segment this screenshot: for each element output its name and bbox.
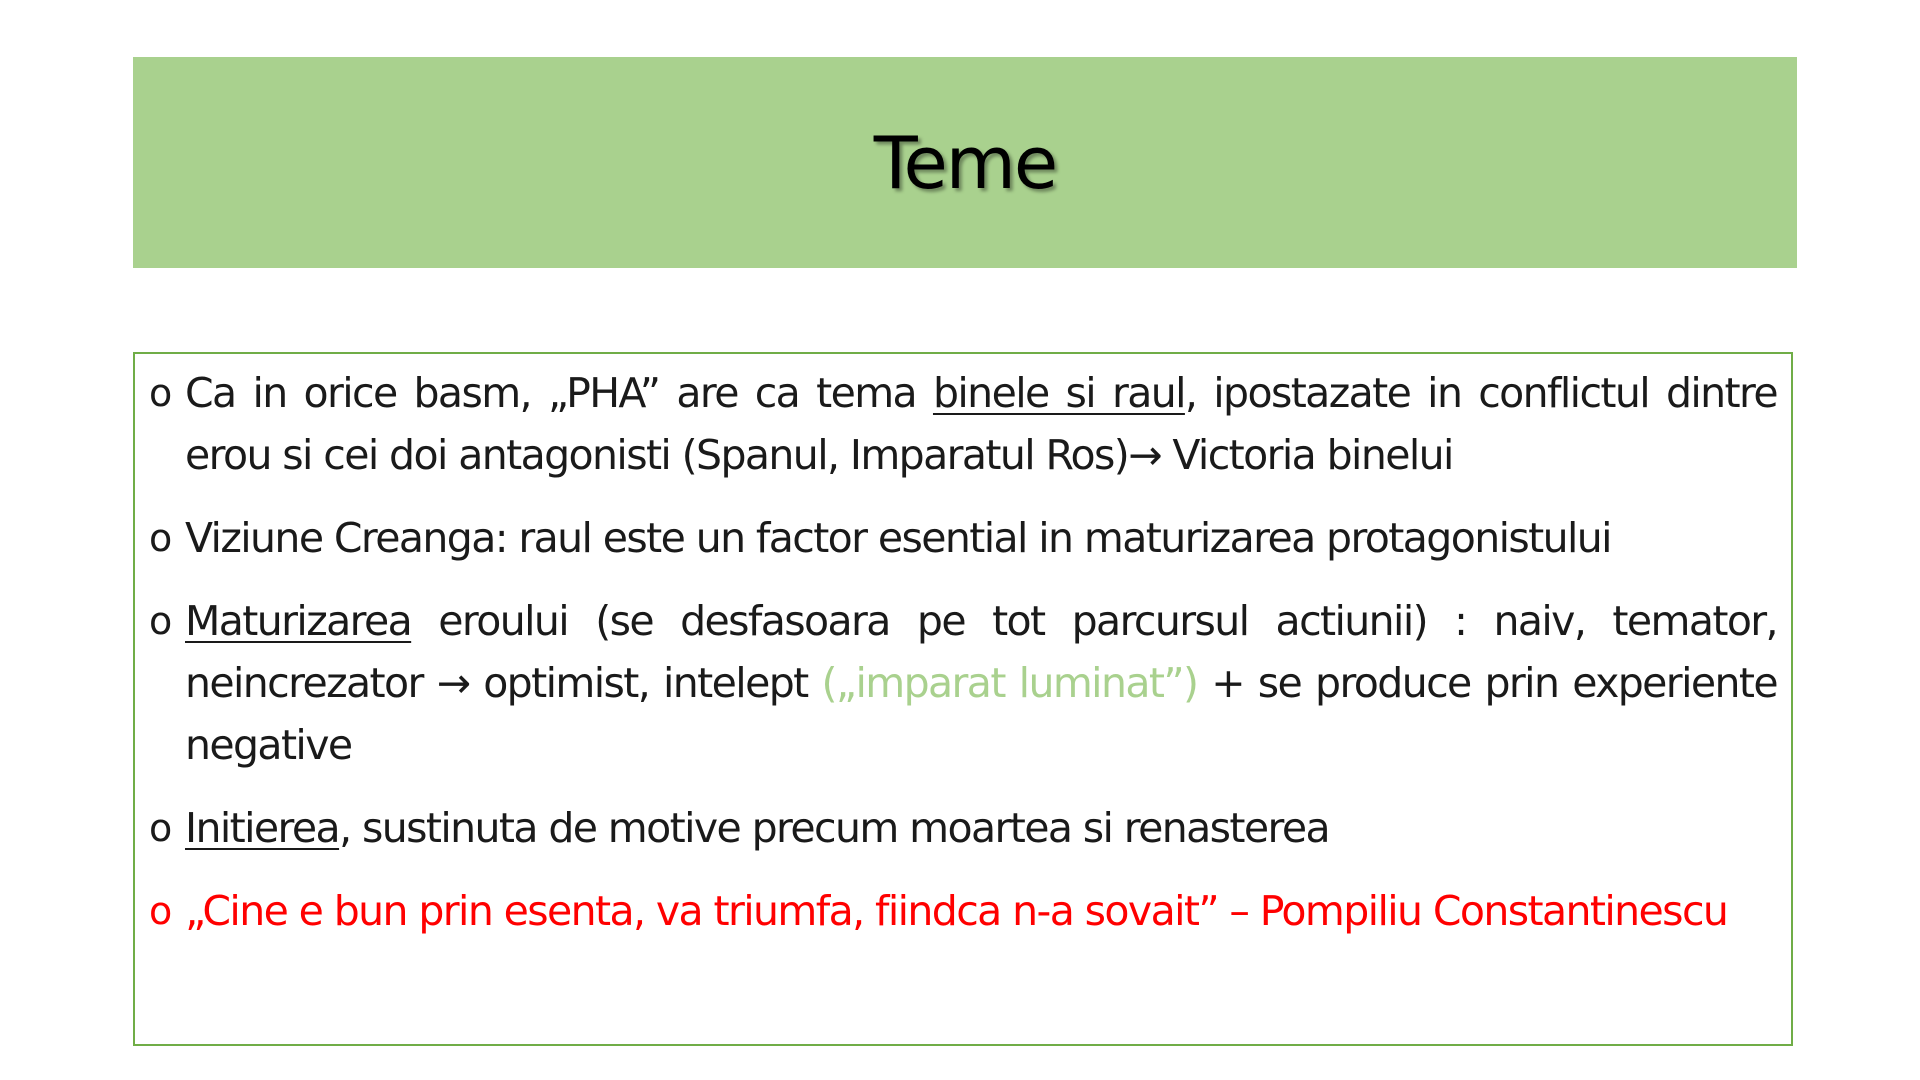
list-item bbox=[149, 362, 1777, 486]
list-item-quote bbox=[149, 880, 1777, 942]
list-item bbox=[149, 507, 1777, 569]
item-text: Viziune Creanga: raul este un factor esential in maturizarea protagonistului bbox=[185, 514, 1611, 562]
bullet-list bbox=[149, 362, 1777, 942]
bullet-marker: o bbox=[149, 516, 171, 560]
title-band bbox=[133, 57, 1797, 268]
item-underlined-text: binele si raul bbox=[932, 369, 1185, 417]
item-underlined-text: Initierea bbox=[185, 804, 340, 852]
item-text: + se produce prin experiente negative bbox=[185, 659, 1777, 769]
item-text: eroului (se desfasoara pe tot parcursul actiunii) : naiv, temator, neincrezator → optimist, intelept bbox=[185, 597, 1777, 707]
item-underlined-text: Maturizarea bbox=[185, 597, 412, 645]
bullet-marker: o bbox=[149, 889, 171, 933]
slide-title: Teme bbox=[873, 120, 1057, 205]
bullet-marker: o bbox=[149, 806, 171, 850]
item-text: Ca in orice basm, „PHA” are ca tema bbox=[185, 369, 933, 417]
item-text: , ipostazate in conflictul dintre erou si cei doi antagonisti (Spanul, Imparatul Ros)→ Victoria binelui bbox=[185, 369, 1777, 479]
bullet-marker: o bbox=[149, 371, 171, 415]
list-item bbox=[149, 590, 1777, 776]
content-box bbox=[133, 352, 1793, 1046]
list-item bbox=[149, 797, 1777, 859]
quote-text: „Cine e bun prin esenta, va triumfa, fiindca n-a sovait” – Pompiliu Constantinescu bbox=[185, 887, 1728, 935]
bullet-marker: o bbox=[149, 599, 171, 643]
item-highlight-text: („imparat luminat”) bbox=[821, 659, 1198, 707]
item-text: , sustinuta de motive precum moartea si renasterea bbox=[339, 804, 1330, 852]
